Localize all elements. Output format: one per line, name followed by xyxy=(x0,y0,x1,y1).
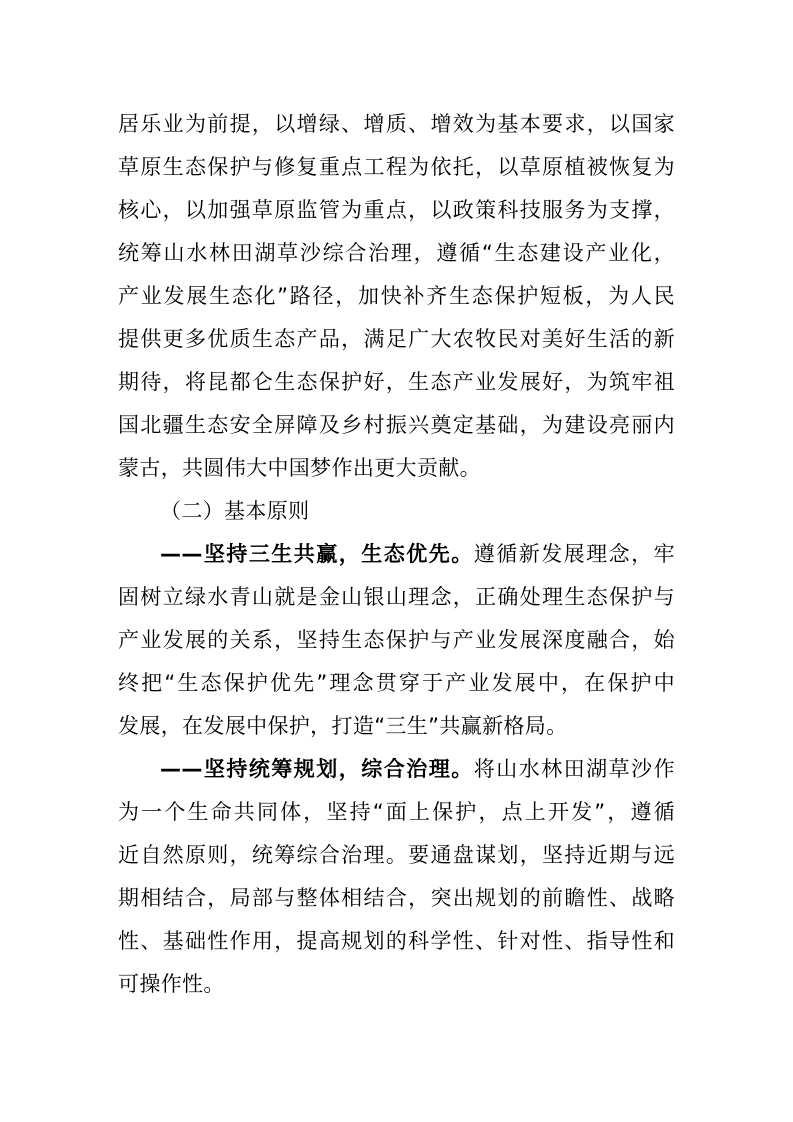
principle-title: ——坚持统筹规划，综合治理。 xyxy=(160,757,474,781)
paragraph-line: 固树立绿水青山就是金山银山理念，正确处理生态保护与 xyxy=(118,585,675,609)
paragraph-line: 草原生态保护与修复重点工程为依托，以草原植被恢复为 xyxy=(118,155,675,179)
paragraph-line: 国北疆生态安全屏障及乡村振兴奠定基础，为建设亮丽内 xyxy=(118,413,675,437)
paragraph-line: 性、基础性作用，提高规划的科学性、针对性、指导性和 xyxy=(118,929,675,953)
paragraph-line: 期相结合，局部与整体相结合，突出规划的前瞻性、战略 xyxy=(118,886,675,910)
paragraph-line: 蒙古，共圆伟大中国梦作出更大贡献。 xyxy=(118,456,481,480)
principle-text: 将山水林田湖草沙作 xyxy=(473,757,675,781)
principle-first-line xyxy=(160,759,675,780)
paragraph-line: 产业发展生态化”路径，加快补齐生态保护短板，为人民 xyxy=(118,284,675,308)
paragraph-line: 居乐业为前提，以增绿、增质、增效为基本要求，以国家 xyxy=(118,112,675,136)
paragraph-line: 发展，在发展中保护，打造“三生”共赢新格局。 xyxy=(118,714,568,738)
paragraph-line: 统筹山水林田湖草沙综合治理，遵循“生态建设产业化， xyxy=(118,241,675,265)
paragraph-line: 产业发展的关系，坚持生态保护与产业发展深度融合，始 xyxy=(118,628,675,652)
section-heading: （二）基本原则 xyxy=(160,499,310,523)
paragraph-line: 核心，以加强草原监管为重点，以政策科技服务为支撑， xyxy=(118,198,675,222)
principle-text: 遵循新发展理念，牢 xyxy=(473,542,675,566)
paragraph-line: 为一个生命共同体，坚持“面上保护，点上开发”，遵循 xyxy=(118,800,675,824)
paragraph-line: 近自然原则，统筹综合治理。要通盘谋划，坚持近期与远 xyxy=(118,843,675,867)
principle-title: ——坚持三生共赢，生态优先。 xyxy=(160,542,474,566)
paragraph-line: 可操作性。 xyxy=(118,972,225,996)
paragraph-line: 终把“生态保护优先”理念贯穿于产业发展中，在保护中 xyxy=(118,671,675,695)
paragraph-line: 期待，将昆都仑生态保护好，生态产业发展好，为筑牢祖 xyxy=(118,370,675,394)
paragraph-line: 提供更多优质生态产品，满足广大农牧民对美好生活的新 xyxy=(118,327,675,351)
principle-first-line xyxy=(160,544,675,565)
